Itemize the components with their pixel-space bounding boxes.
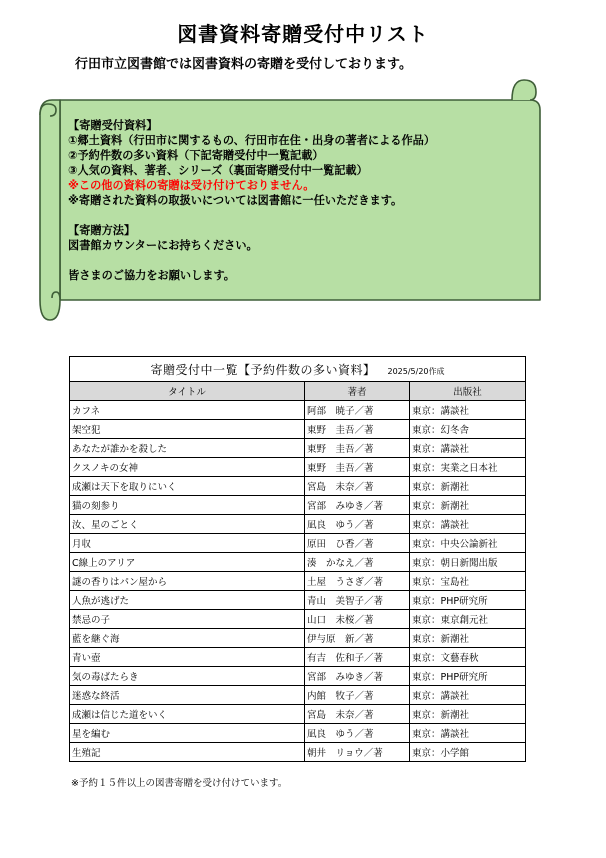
table-row xyxy=(70,610,526,629)
cell-author: 有吉 佐和子／著 xyxy=(305,648,410,667)
cell-title: C線上のアリア xyxy=(70,553,305,572)
table-row xyxy=(70,572,526,591)
cell-author: 内館 牧子／著 xyxy=(305,686,410,705)
cell-author: 東野 圭吾／著 xyxy=(305,439,410,458)
table-row xyxy=(70,705,526,724)
table-caption xyxy=(70,357,526,382)
table-date: 2025/5/20作成 xyxy=(387,366,445,376)
cell-title: 謎の香りはパン屋から xyxy=(70,572,305,591)
cell-title: カフネ xyxy=(70,401,305,420)
accepted-item-1: ①郷土資料（行田市に関するもの、行田市在住・出身の著者による作品） xyxy=(68,134,436,147)
cell-title: 気の毒ばたらき xyxy=(70,667,305,686)
page-title: 図書資料寄贈受付中リスト xyxy=(177,22,429,46)
cell-publisher: 東京：東京創元社 xyxy=(410,610,526,629)
cell-author: 宮島 未奈／著 xyxy=(305,477,410,496)
table-row xyxy=(70,667,526,686)
table-row xyxy=(70,401,526,420)
cell-publisher: 東京：朝日新聞出版 xyxy=(410,553,526,572)
cell-publisher: 東京：実業之日本社 xyxy=(410,458,526,477)
cell-title: 猫の刻参り xyxy=(70,496,305,515)
cell-title: 迷惑な終活 xyxy=(70,686,305,705)
cell-author: 凪良 ゆう／著 xyxy=(305,724,410,743)
table-row xyxy=(70,420,526,439)
cell-author: 朝井 リョウ／著 xyxy=(305,743,410,762)
table-row xyxy=(70,477,526,496)
cell-author: 東野 圭吾／著 xyxy=(305,458,410,477)
cell-publisher: 東京：小学館 xyxy=(410,743,526,762)
accepted-heading: 【寄贈受付資料】 xyxy=(68,119,158,132)
cell-title: 星を編む xyxy=(70,724,305,743)
cell-publisher: 東京：中央公論新社 xyxy=(410,534,526,553)
table-row xyxy=(70,553,526,572)
header-publisher: 出版社 xyxy=(410,382,526,401)
cell-author: 湊 かなえ／著 xyxy=(305,553,410,572)
donation-list-table xyxy=(69,356,526,762)
cell-author: 宮島 未奈／著 xyxy=(305,705,410,724)
cell-author: 土屋 うさぎ／著 xyxy=(305,572,410,591)
cell-author: 宮部 みゆき／著 xyxy=(305,496,410,515)
table-row xyxy=(70,534,526,553)
cell-author: 宮部 みゆき／著 xyxy=(305,667,410,686)
table-row xyxy=(70,629,526,648)
table-row xyxy=(70,724,526,743)
cell-publisher: 東京：講談社 xyxy=(410,515,526,534)
cell-author: 原田 ひ香／著 xyxy=(305,534,410,553)
cell-publisher: 東京：講談社 xyxy=(410,724,526,743)
table-row xyxy=(70,591,526,610)
cell-title: クスノキの女神 xyxy=(70,458,305,477)
cell-title: 青い壺 xyxy=(70,648,305,667)
cell-publisher: 東京：文藝春秋 xyxy=(410,648,526,667)
table-caption-row xyxy=(70,357,526,382)
cell-author: 伊与原 新／著 xyxy=(305,629,410,648)
cell-title: 月収 xyxy=(70,534,305,553)
table-row xyxy=(70,439,526,458)
page-subtitle: 行田市立図書館では図書資料の寄贈を受付しております。 xyxy=(75,57,412,72)
cell-title: 人魚が逃げた xyxy=(70,591,305,610)
footnote: ※予約１５件以上の図書寄贈を受け付けています。 xyxy=(71,778,288,789)
table-row xyxy=(70,648,526,667)
cell-author: 凪良 ゆう／著 xyxy=(305,515,410,534)
donation-notice xyxy=(68,118,538,283)
method-text: 図書館カウンターにお持ちください。 xyxy=(68,239,258,252)
cell-author: 青山 美智子／著 xyxy=(305,591,410,610)
warning-text: ※この他の資料の寄贈は受け付けておりません。 xyxy=(68,179,315,192)
cell-title: 生殖記 xyxy=(70,743,305,762)
cell-title: 禁忌の子 xyxy=(70,610,305,629)
cell-author: 東野 圭吾／著 xyxy=(305,420,410,439)
cell-publisher: 東京：講談社 xyxy=(410,401,526,420)
table-row xyxy=(70,743,526,762)
cell-publisher: 東京：宝島社 xyxy=(410,572,526,591)
cell-title: 藍を継ぐ海 xyxy=(70,629,305,648)
table-row xyxy=(70,515,526,534)
accepted-item-2: ②予約件数の多い資料（下記寄贈受付中一覧記載） xyxy=(68,149,324,162)
header-author: 著者 xyxy=(305,382,410,401)
cell-title: 汝、星のごとく xyxy=(70,515,305,534)
method-heading: 【寄贈方法】 xyxy=(68,224,136,237)
header-title: タイトル xyxy=(70,382,305,401)
table-row xyxy=(70,496,526,515)
cell-publisher: 東京：講談社 xyxy=(410,439,526,458)
accepted-item-3: ③人気の資料、著者、シリーズ（裏面寄贈受付中一覧記載） xyxy=(68,164,368,177)
table-row xyxy=(70,458,526,477)
closing-text: 皆さまのご協力をお願いします。 xyxy=(68,269,235,282)
table-row xyxy=(70,686,526,705)
table-header-row xyxy=(70,382,526,401)
cell-publisher: 東京：新潮社 xyxy=(410,496,526,515)
cell-title: 成瀬は天下を取りにいく xyxy=(70,477,305,496)
cell-title: あなたが誰かを殺した xyxy=(70,439,305,458)
handling-text: ※寄贈された資料の取扱いについては図書館に一任いただきます。 xyxy=(68,194,403,207)
cell-publisher: 東京：PHP研究所 xyxy=(410,667,526,686)
cell-title: 成瀬は信じた道をいく xyxy=(70,705,305,724)
cell-title: 架空犯 xyxy=(70,420,305,439)
table-caption-text: 寄贈受付中一覧【予約件数の多い資料】 xyxy=(150,362,376,377)
cell-publisher: 東京：新潮社 xyxy=(410,705,526,724)
cell-publisher: 東京：新潮社 xyxy=(410,477,526,496)
cell-publisher: 東京：講談社 xyxy=(410,686,526,705)
cell-author: 山口 未桜／著 xyxy=(305,610,410,629)
cell-publisher: 東京：PHP研究所 xyxy=(410,591,526,610)
cell-publisher: 東京：新潮社 xyxy=(410,629,526,648)
cell-author: 阿部 暁子／著 xyxy=(305,401,410,420)
cell-publisher: 東京：幻冬舎 xyxy=(410,420,526,439)
